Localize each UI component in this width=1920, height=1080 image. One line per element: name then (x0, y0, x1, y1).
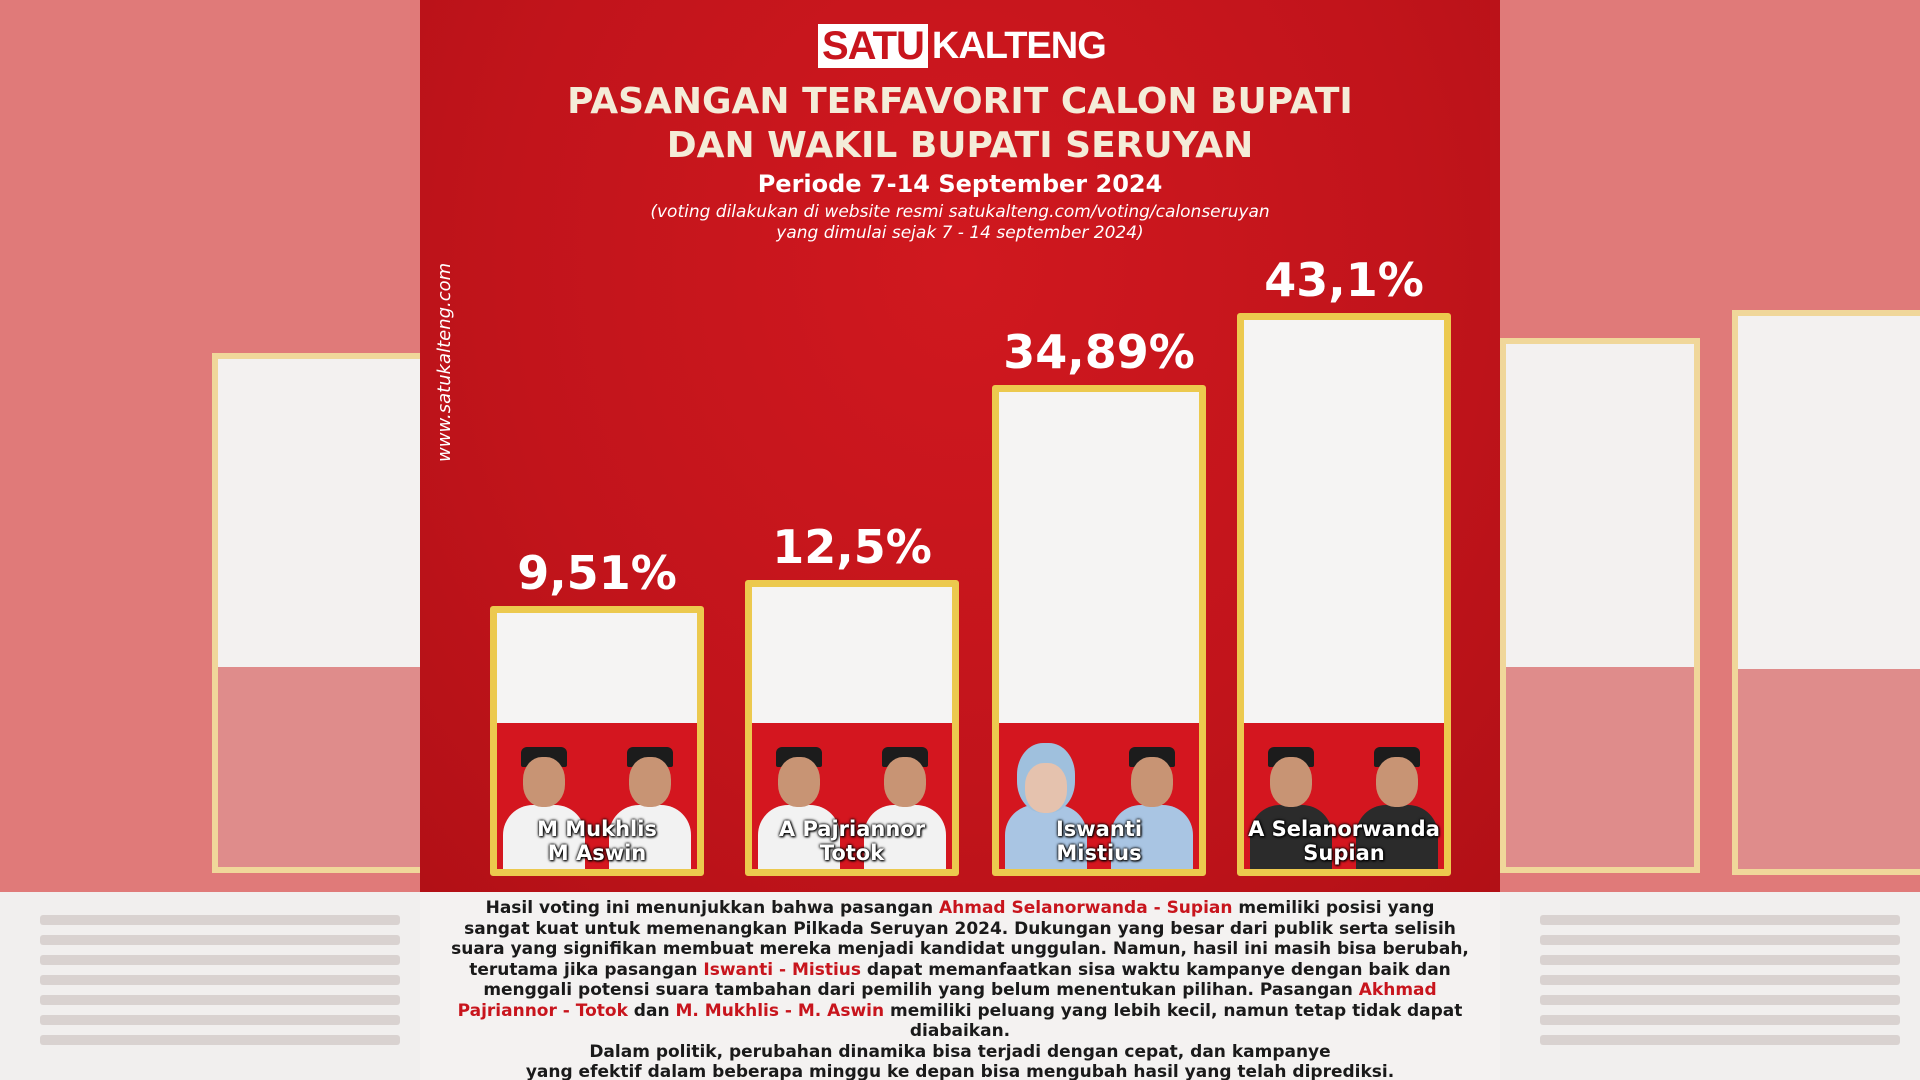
note-line2: yang dimulai sejak 7 - 14 september 2024) (776, 223, 1144, 243)
para-highlight-iswanti: Iswanti - Mistius (703, 959, 861, 980)
para-text: dan (627, 1000, 676, 1021)
candidate-name-line2: Supian (1303, 841, 1385, 865)
para-highlight-pajriannor: Akhmad Pajriannor - Totok (457, 980, 1437, 1021)
bar-value-label: 9,51% (517, 546, 677, 600)
candidate-name-line2: M Aswin (547, 841, 647, 865)
para-highlight-mukhlis: M. Mukhlis - M. Aswin (675, 1000, 885, 1021)
candidate-name-line2: Totok (819, 841, 885, 865)
infographic-panel (420, 0, 1500, 1080)
logo-satu: SATU (818, 24, 928, 68)
note-line1: (voting dilakukan di website resmi satukalteng.com/voting/calonseruyan (650, 202, 1270, 222)
para-text: memiliki posisi yang sangat kuat untuk memenangkan Pilkada Seruyan 2024. Dukungan yang besar dari publik serta selisih suara yang signifikan membuat mereka menjadi kandidat unggulan. Namun, hasil ini masih bisa berubah, terutama jika pasangan (451, 898, 1469, 980)
logo-kalteng: KALTENG (931, 25, 1106, 67)
bar-value-label: 43,1% (1264, 253, 1424, 307)
candidate-names (1244, 817, 1444, 865)
para-text: Hasil voting ini menunjukkan bahwa pasangan (485, 898, 939, 918)
chart-title-line2: DAN WAKIL BUPATI SERUYAN (666, 125, 1254, 166)
candidate-name-line2: Mistius (1056, 841, 1142, 865)
bar-value-label: 34,89% (1003, 325, 1195, 379)
bar-value-label: 12,5% (772, 520, 932, 574)
para-highlight-selanorwanda: Ahmad Selanorwanda - Supian (938, 898, 1233, 918)
para-text: memiliki peluang yang lebih kecil, namun tetap tidak dapat diabaikan. (884, 1000, 1463, 1041)
blurred-background-right (1500, 0, 1920, 1080)
candidate-names (999, 817, 1199, 865)
candidate-name-line1: M Mukhlis (537, 817, 657, 841)
candidate-name-line1: A Selanorwanda (1248, 817, 1440, 841)
analysis-paragraph (450, 898, 1470, 1080)
para-text: dapat memanfaatkan sisa waktu kampanye dengan baik dan menggali potensi suara tambahan dari pemilih yang belum menentukan pilihan. Pasangan (483, 959, 1451, 1000)
satukalteng-logo (818, 24, 1106, 68)
period-label: Periode 7-14 September 2024 (757, 170, 1163, 198)
ghost-card (1500, 338, 1700, 873)
para-text: Dalam politik, perubahan dinamika bisa terjadi dengan cepat, dan kampanye (589, 1041, 1331, 1062)
blurred-background-left (0, 0, 420, 1080)
bar-card-4 (1237, 313, 1451, 876)
candidate-name-line1: A Pajriannor (778, 817, 926, 841)
bar-card-3 (992, 385, 1206, 876)
chart-title-line1: PASANGAN TERFAVORIT CALON BUPATI (567, 81, 1353, 122)
candidate-names (752, 817, 952, 865)
ghost-card (212, 353, 420, 873)
website-watermark: www.satukalteng.com (434, 262, 455, 462)
ghost-card (1732, 310, 1920, 875)
candidate-name-line1: Iswanti (1055, 817, 1143, 841)
bar-card-1 (490, 606, 704, 876)
candidate-names (497, 817, 697, 865)
para-text: yang efektif dalam beberapa minggu ke depan bisa mengubah hasil yang telah diprediksi. (525, 1062, 1395, 1080)
bar-card-2 (745, 580, 959, 876)
